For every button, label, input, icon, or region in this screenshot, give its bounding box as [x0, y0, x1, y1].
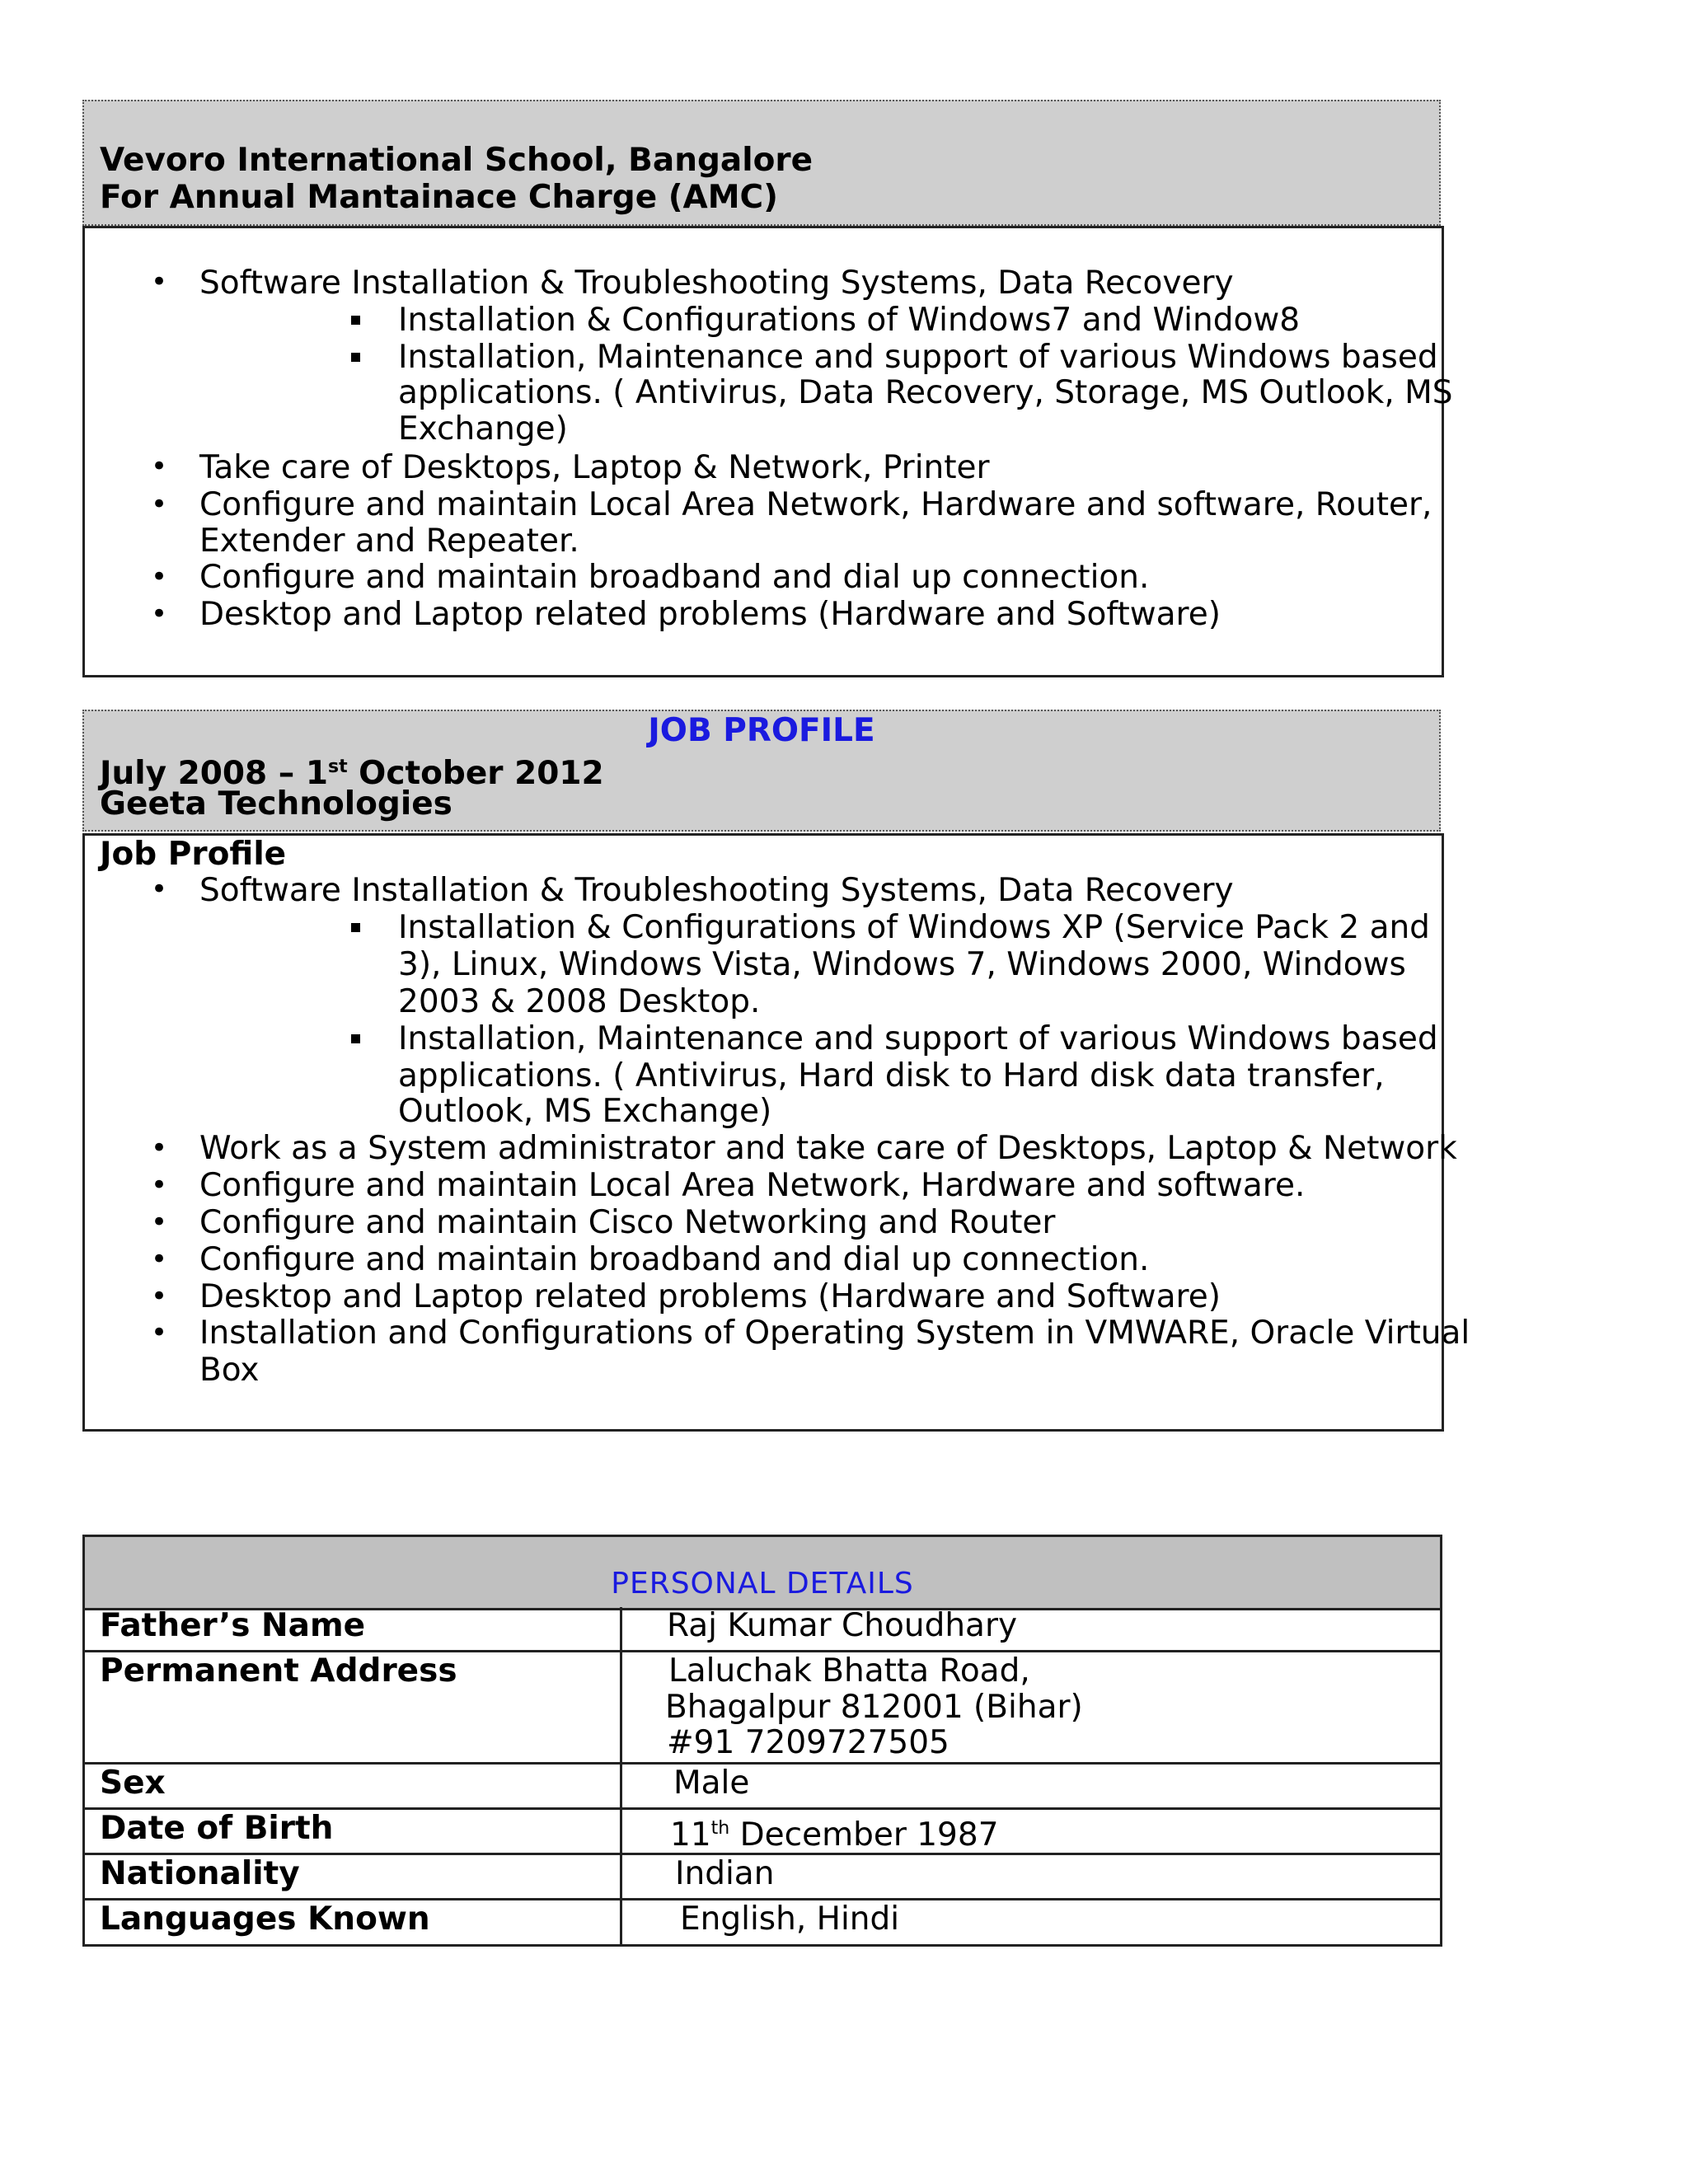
square-bullet-icon — [351, 316, 360, 325]
job-item: Configure and maintain broadband and dial up connection. — [199, 1241, 1150, 1278]
amc-org-name: Vevoro International School, Bangalore — [100, 142, 814, 179]
personal-details-title: PERSONAL DETAILS — [611, 1567, 914, 1601]
job-item: Desktop and Laptop related problems (Hardware and Software) — [199, 1278, 1221, 1315]
field-label-address: Permanent Address — [100, 1652, 457, 1690]
field-value-address-line: Bhagalpur 812001 (Bihar) — [665, 1689, 1083, 1726]
bullet-icon: • — [151, 450, 168, 483]
bullet-icon: • — [151, 873, 168, 906]
bullet-icon: • — [151, 1243, 168, 1276]
job-item: Installation and Configurations of Operating System in VMWARE, Oracle Virtual — [199, 1315, 1470, 1352]
amc-item: Configure and maintain Local Area Network, Hardware and software, Router, — [199, 486, 1432, 523]
bullet-icon: • — [151, 265, 168, 298]
field-value-dob: 11th December 1987 — [670, 1816, 999, 1854]
amc-subitem: Installation, Maintenance and support of various Windows based — [398, 339, 1438, 376]
job-item: Configure and maintain Cisco Networking and Router — [199, 1204, 1056, 1241]
amc-item-cont: Extender and Repeater. — [199, 523, 579, 560]
field-label-sex: Sex — [100, 1765, 166, 1802]
column-divider — [620, 1607, 622, 1945]
amc-subitem-cont: applications. ( Antivirus, Data Recovery, Storage, MS Outlook, MS — [398, 374, 1453, 411]
amc-subitem-cont: Exchange) — [398, 410, 568, 448]
job-item: Work as a System administrator and take care of Desktops, Laptop & Network — [199, 1130, 1457, 1167]
field-value-sex: Male — [673, 1765, 750, 1802]
job-item-cont: Box — [199, 1352, 260, 1389]
job-item: Software Installation & Troubleshooting Systems, Data Recovery — [199, 872, 1234, 909]
amc-item: Desktop and Laptop related problems (Hardware and Software) — [199, 596, 1221, 633]
bullet-icon: • — [151, 598, 168, 630]
job-company: Geeta Technologies — [100, 785, 452, 823]
bullet-icon: • — [151, 1280, 168, 1313]
bullet-icon: • — [151, 560, 168, 593]
amc-item: Take care of Desktops, Laptop & Network, Printer — [199, 449, 990, 486]
field-label-nationality: Nationality — [100, 1855, 300, 1892]
amc-subitem: Installation & Configurations of Windows7 and Window8 — [398, 302, 1301, 339]
field-value-address-line: Laluchak Bhatta Road, — [668, 1652, 1030, 1690]
field-value-father-name: Raj Kumar Choudhary — [667, 1607, 1018, 1644]
amc-item: Software Installation & Troubleshooting Systems, Data Recovery — [199, 265, 1234, 302]
square-bullet-icon — [351, 923, 360, 932]
field-value-nationality: Indian — [675, 1855, 775, 1892]
job-subitem: Installation, Maintenance and support of various Windows based — [398, 1020, 1438, 1057]
field-label-languages: Languages Known — [100, 1900, 430, 1938]
square-bullet-icon — [351, 353, 360, 362]
job-profile-heading: Job Profile — [100, 836, 287, 873]
bullet-icon: • — [151, 1169, 168, 1202]
amc-item: Configure and maintain broadband and dial up connection. — [199, 559, 1150, 596]
bullet-icon: • — [151, 1316, 168, 1349]
job-subitem-cont: 3), Linux, Windows Vista, Windows 7, Windows 2000, Windows — [398, 946, 1406, 983]
field-label-dob: Date of Birth — [100, 1810, 334, 1847]
job-section-title: JOB PROFILE — [648, 712, 875, 749]
job-period: July 2008 – 1st October 2012 — [100, 755, 604, 792]
job-item: Configure and maintain Local Area Network, Hardware and software. — [199, 1167, 1306, 1204]
field-value-address-line: #91 7209727505 — [667, 1724, 950, 1761]
bullet-icon: • — [151, 1206, 168, 1239]
job-subitem: Installation & Configurations of Windows XP (Service Pack 2 and — [398, 909, 1430, 946]
bullet-icon: • — [151, 488, 168, 521]
field-value-languages: English, Hindi — [680, 1900, 900, 1938]
job-subitem-cont: Outlook, MS Exchange) — [398, 1093, 772, 1130]
field-label-father-name: Father’s Name — [100, 1607, 366, 1644]
bullet-icon: • — [151, 1132, 168, 1165]
amc-contract-title: For Annual Mantainace Charge (AMC) — [100, 179, 778, 216]
square-bullet-icon — [351, 1034, 360, 1043]
row-divider — [82, 1762, 1442, 1765]
job-subitem-cont: 2003 & 2008 Desktop. — [398, 983, 761, 1020]
job-subitem-cont: applications. ( Antivirus, Hard disk to Hard disk data transfer, — [398, 1057, 1385, 1094]
